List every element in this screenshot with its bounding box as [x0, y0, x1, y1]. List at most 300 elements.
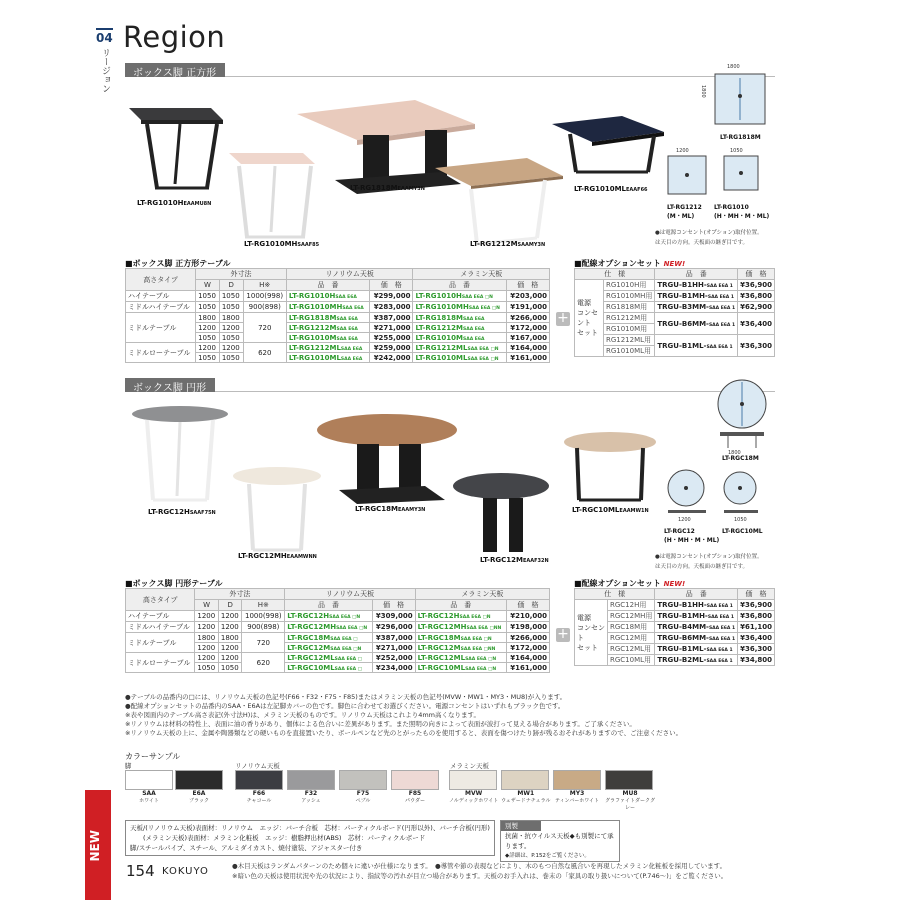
section-bar-round: ボックス脚 円形 [125, 378, 215, 392]
swatch-chip [235, 770, 283, 790]
color-swatches [125, 770, 655, 810]
option-code [655, 313, 738, 335]
option-code-suffix: SAA E6A 1 [706, 284, 733, 289]
table-row [126, 313, 550, 323]
product-code: LT-RG1212ML [415, 343, 468, 352]
diagram-label-rgc18: LT-RGC18M [722, 455, 759, 462]
option-price: ¥61,100 [738, 622, 775, 633]
diagram-label-1818: LT-RG1818M [720, 134, 761, 141]
swatch-name: ティンバーホワイト [554, 798, 600, 804]
color-swatch [175, 770, 223, 804]
cell-mprice: ¥266,000 [506, 633, 549, 643]
spec-line: 天板/(リノリウム天板)表面材：リノリウム エッジ：バーチ合板 芯材：パーティクルボード(円形以外)、バーチ合板(円形) [130, 824, 490, 832]
cell-mprice: ¥210,000 [506, 611, 549, 622]
photo-label-rg1818m: LT-RG1818MEAAMY3N [350, 184, 425, 192]
material-spec [125, 820, 495, 856]
notes-block [125, 692, 682, 737]
option-price: ¥36,400 [738, 313, 775, 335]
cell-D: 1050 [219, 291, 243, 302]
col-h-r: H※ [242, 600, 285, 611]
diagram-label-1212: LT-RG1212 (M・ML) [667, 204, 702, 220]
cell-mprice: ¥191,000 [506, 302, 549, 313]
diagram-rgc18m [708, 376, 778, 456]
table-photo-rgc12h [132, 406, 228, 500]
dim-1818-w: 1800 [727, 64, 740, 70]
cell-lprice: ¥234,000 [372, 663, 415, 673]
table-row [126, 633, 550, 643]
swatch-chip [175, 770, 223, 790]
photo-label-rg1010mh: LT-RG1010MHSAAF85 [244, 240, 320, 248]
product-code: LT-RGC12H [287, 612, 330, 620]
swatch-name: ペブル [355, 798, 371, 804]
option-code [655, 302, 738, 313]
swatch-chip [553, 770, 601, 790]
section-kana: リージョン [100, 48, 110, 93]
price-table-square [125, 268, 550, 363]
cell-lprice: ¥309,000 [372, 611, 415, 622]
swatch-code: F32 [304, 790, 318, 797]
cell-lprice: ¥242,000 [370, 353, 413, 363]
table-photo-rgc18m [317, 414, 457, 504]
option-spec: RG1010M用 [603, 324, 654, 335]
cell-mcode [413, 333, 506, 343]
special-order-line: ◆詳細は、P.152をご覧ください。 [505, 853, 590, 859]
swatch-code: F75 [356, 790, 370, 797]
opt-col-code: 品 番 [655, 269, 738, 280]
diagram-label-rgc10: LT-RGC10ML [722, 528, 763, 535]
photo-label-rgc12mh: LT-RGC12MHEAAMWNN [238, 552, 317, 560]
col-w: W [196, 280, 220, 291]
note-line: ※リノリウム天板の上に、金属や陶器類などの硬いものを直接置いたり、ボールペンなど先のとがったものを使用すると、表面を傷つけたり跡が残るおそれがありますので、ご注意ください。 [125, 729, 683, 737]
code-suffix: SAA E6A □N [465, 656, 497, 662]
dim-rgc10-w: 1050 [734, 517, 747, 523]
option-price: ¥36,800 [738, 291, 775, 302]
code-suffix: SAA E6A □N [460, 636, 492, 642]
cell-lcode [286, 291, 369, 302]
plus-icon: + [557, 310, 569, 326]
plus-icon-round: + [557, 626, 569, 642]
footer-note-1: ●木目天板はランダムパターンのため個々に違いが仕様になります。 ●導管や節の表現などにより、木のもつ自然な風合いを再現したメラミン化粧板を採用しています。 [232, 862, 727, 870]
option-code-main: TRGU-B3MM- [657, 303, 709, 311]
option-price: ¥36,300 [738, 644, 775, 655]
option-code-main: TRGU-B1MH- [657, 612, 708, 620]
option-spec: RGC18M用 [608, 622, 655, 633]
code-suffix: SAA E6A [340, 346, 363, 352]
cell-mcode [415, 622, 506, 633]
code-suffix: SAA E6A □NN [460, 646, 496, 652]
option-code [655, 335, 738, 357]
cell-W: 1050 [196, 302, 220, 313]
color-sample-title: カラーサンプル [125, 752, 181, 761]
option-code-suffix: SAA E6A 1 [707, 295, 734, 300]
code-suffix: SAA E6A □N [468, 306, 500, 311]
cell-mprice: ¥172,000 [506, 643, 549, 653]
diagram-note-r1: ●は電源コンセント(オプション)取付位置。 [655, 554, 763, 560]
code-suffix: SAA E6A [335, 295, 357, 300]
col-mprice: 価 格 [506, 280, 549, 291]
option-title-square: ■配線オプションセット NEW! [574, 259, 686, 268]
product-code: LT-RG1212M [415, 323, 463, 332]
col-type: 高さタイプ [126, 269, 196, 291]
cell-lprice: ¥387,000 [372, 633, 415, 643]
swatch-code: SAA [142, 790, 156, 797]
option-code-main: TRGU-B1MH- [657, 292, 708, 300]
option-code [655, 611, 738, 622]
cell-H: 720 [243, 313, 286, 343]
cell-D: 1800 [219, 313, 243, 323]
option-spec: RG1818M用 [603, 302, 654, 313]
cell-lcode [286, 313, 369, 323]
cell-W: 1200 [196, 343, 220, 353]
option-spec: RG1010H用 [603, 280, 654, 291]
cell-mprice: ¥266,000 [506, 313, 549, 323]
cell-type: ミドルローテーブル [126, 653, 195, 673]
option-code [655, 291, 738, 302]
col-mcode: 品 番 [413, 280, 506, 291]
code-suffix: SAA E6A □N [336, 626, 368, 631]
cell-mprice: ¥198,000 [506, 622, 549, 633]
option-code-main: TRGU-B1HH- [657, 601, 707, 609]
cell-type: ミドルハイテーブル [126, 622, 195, 633]
option-price: ¥36,400 [738, 633, 775, 644]
option-code-main: TRGU-B2ML- [657, 656, 707, 664]
code-suffix: SAA E6A [336, 336, 358, 342]
option-label: 電源 コンセント セット [575, 280, 604, 357]
option-row [575, 600, 775, 611]
cell-mcode [413, 302, 506, 313]
swatch-name: ノルディックホワイト [449, 798, 499, 804]
option-price: ¥34,800 [738, 655, 775, 666]
cell-mprice: ¥164,000 [506, 653, 549, 663]
cell-D: 1200 [219, 343, 243, 353]
cell-D: 1800 [218, 633, 242, 643]
option-code-suffix: SAA E6A 1 [707, 615, 734, 620]
price-table-round [125, 588, 550, 673]
option-code-suffix: SAA E6A 1 [708, 637, 736, 642]
swatch-name: ウェザードナチュラル [501, 798, 551, 804]
cell-lcode [285, 633, 372, 643]
diagram-note-1: ●は電源コンセント(オプション)取付位置。 [655, 230, 763, 236]
col-lino: リノリウム天板 [286, 269, 413, 280]
cell-mprice: ¥203,000 [506, 291, 549, 302]
product-code: LT-RG1010MH [415, 303, 469, 311]
col-size-r: 外寸法 [195, 589, 285, 600]
cell-D: 1050 [219, 302, 243, 313]
option-row [575, 280, 775, 291]
option-code-suffix: SAA E6A 1 [708, 322, 736, 328]
opt-col-price-r: 価 格 [738, 589, 775, 600]
cell-mcode [415, 633, 506, 643]
page-number: 154 [126, 862, 155, 880]
cell-H: 900(898) [243, 302, 286, 313]
opt-col-spec: 仕 様 [575, 269, 655, 280]
diagram-label-rgc12: LT-RGC12 (H・MH・M・ML) [664, 528, 720, 544]
cell-type: ハイテーブル [126, 291, 196, 302]
col-w-r: W [195, 600, 219, 611]
product-code: LT-RG1010MH [288, 303, 343, 311]
option-spec: RGC12M用 [608, 633, 655, 644]
option-price: ¥36,300 [738, 335, 775, 357]
option-code-main: TRGU-B6MM- [657, 319, 709, 328]
option-code [655, 622, 738, 633]
table-row [126, 622, 550, 633]
cell-lcode [285, 622, 372, 633]
table-photo-rg1818m [297, 100, 475, 194]
cell-W: 1050 [195, 663, 219, 673]
opt-col-spec-r: 仕 様 [575, 589, 655, 600]
cell-H: 900(898) [242, 622, 285, 633]
color-swatch [449, 770, 498, 804]
photo-label-rgc18m: LT-RGC18MEAAMY3N [355, 505, 426, 513]
swatch-chip [125, 770, 173, 790]
cell-W: 1050 [196, 333, 220, 343]
col-d-r: D [218, 600, 242, 611]
option-price: ¥36,900 [738, 600, 775, 611]
section-bar-square: ボックス脚 正方形 [125, 63, 225, 77]
table-row [126, 302, 550, 313]
option-spec: RG1010ML用 [603, 346, 654, 357]
product-code: LT-RG1010ML [415, 353, 468, 362]
option-table-round [574, 588, 775, 666]
cell-H: 720 [242, 633, 285, 653]
cell-D: 1050 [218, 663, 242, 673]
col-h: H※ [243, 280, 286, 291]
cell-lprice: ¥255,000 [370, 333, 413, 343]
cell-H: 620 [243, 343, 286, 363]
option-code-main: TRGU-B4MM- [657, 623, 709, 631]
cell-lprice: ¥271,000 [372, 643, 415, 653]
cell-type: ハイテーブル [126, 611, 195, 622]
diagram-note-r2: は天目の方向。天板面の継ぎ目です。 [655, 564, 749, 570]
table-title-square: ■ボックス脚 正方形テーブル [125, 259, 231, 268]
col-mela: メラミン天板 [413, 269, 550, 280]
table-row [126, 291, 550, 302]
page-title: Region [123, 20, 226, 54]
product-code: LT-RGC10ML [417, 663, 466, 672]
code-suffix: SAA E6A □ [330, 636, 358, 642]
cell-D: 1200 [218, 653, 242, 663]
cell-mprice: ¥161,000 [506, 353, 549, 363]
cell-mcode [415, 663, 506, 673]
cell-W: 1050 [196, 291, 220, 302]
swatch-chip [449, 770, 497, 790]
product-code: LT-RGC10ML [287, 663, 335, 672]
photo-label-rg1010ml: LT-RG1010MLEAAF66 [574, 185, 648, 193]
code-suffix: SAA E6A □N [467, 346, 499, 352]
cell-mcode [413, 291, 506, 302]
code-suffix: SAA E6A [463, 336, 485, 342]
cell-lprice: ¥271,000 [370, 323, 413, 333]
round-table-photos [125, 400, 575, 570]
swatch-code: E6A [192, 790, 206, 797]
color-mela-label: メラミン天板 [450, 762, 489, 770]
cell-W: 1200 [195, 643, 219, 653]
opt-col-price: 価 格 [738, 269, 775, 280]
diagram-rg1212-rg1010 [660, 150, 780, 210]
product-code: LT-RGC12M [417, 643, 461, 652]
option-price: ¥36,800 [738, 611, 775, 622]
option-code-main: TRGU-B6MM- [657, 634, 709, 642]
cell-D: 1200 [218, 643, 242, 653]
cell-mprice: ¥161,000 [506, 663, 549, 673]
option-code [655, 655, 738, 666]
swatch-code: F66 [252, 790, 266, 797]
swatch-name: ブラック [189, 798, 209, 804]
option-spec: RGC12ML用 [608, 644, 655, 655]
cell-lcode [286, 302, 369, 313]
table-photo-rg1010ml [550, 110, 670, 190]
product-code: LT-RG1010M [288, 333, 337, 342]
option-spec: RGC10ML用 [608, 655, 655, 666]
option-code-suffix: SAA E6A 1 [708, 306, 736, 311]
color-leg-label: 脚 [125, 762, 132, 770]
color-swatch [235, 770, 283, 804]
option-code-main: TRGU-B1ML- [657, 341, 707, 350]
special-order-line: 抗菌・抗ウイルス天板◆も別製にて承ります。 [505, 832, 614, 850]
swatch-code: F85 [408, 790, 422, 797]
code-suffix: SAA E6A □ [334, 656, 362, 662]
cell-mcode [413, 323, 506, 333]
cell-lcode [285, 643, 372, 653]
option-row [575, 291, 775, 302]
product-code: LT-RG1212M [288, 323, 337, 332]
col-mcode-r: 品 番 [415, 600, 506, 611]
dim-1010-w: 1050 [730, 148, 743, 154]
option-spec: RGC12MH用 [608, 611, 655, 622]
special-order-title: 別製 [501, 821, 541, 831]
cell-D: 1050 [219, 333, 243, 343]
photo-label-rgc12m: LT-RGC12MEAAF32N [480, 556, 549, 564]
footer-note-2: ※暗い色の天板は使用状況や光の状況により、指紋等の汚れが目立つ場合があります。天板のお手入れは、巻末の「家具の取り扱いについて(P.746～)」をご覧ください。 [232, 872, 728, 880]
cell-type: ミドルテーブル [126, 633, 195, 653]
product-code: LT-RG1818M [415, 313, 463, 322]
section-number: 04 [96, 28, 113, 45]
swatch-chip [339, 770, 387, 790]
code-suffix: SAA E6A □N [461, 295, 493, 300]
square-table-photos [125, 80, 575, 255]
col-type-r: 高さタイプ [126, 589, 195, 611]
cell-mprice: ¥167,000 [506, 333, 549, 343]
cell-D: 1200 [218, 611, 242, 622]
option-code-suffix: SAA E6A 1 [706, 604, 733, 609]
option-code [655, 633, 738, 644]
swatch-chip [391, 770, 439, 790]
swatch-name: チャコール [246, 798, 272, 804]
swatch-chip [605, 770, 653, 790]
cell-H: 1000(998) [243, 291, 286, 302]
col-lcode-r: 品 番 [285, 600, 372, 611]
option-code-suffix: SAA E6A 1 [706, 648, 733, 653]
cell-mprice: ¥172,000 [506, 323, 549, 333]
cell-W: 1200 [195, 653, 219, 663]
cell-lcode [286, 323, 369, 333]
swatch-chip [501, 770, 549, 790]
option-code-suffix: SAA E6A 1 [706, 659, 733, 664]
option-spec: RG1212M用 [603, 313, 654, 324]
option-row [575, 313, 775, 324]
swatch-name: ホワイト [139, 798, 159, 804]
photo-label-rgc10ml: LT-RGC10MLEAAMW1N [572, 506, 649, 514]
cell-mcode [415, 653, 506, 663]
code-suffix: SAA E6A □N [467, 356, 499, 362]
code-suffix: SAA E6A [336, 326, 358, 332]
photo-label-rg1010h: LT-RG1010HEAAMU8N [137, 199, 212, 207]
swatch-name: パウダー [405, 798, 425, 804]
cell-W: 1200 [195, 622, 219, 633]
option-code [655, 600, 738, 611]
cell-lprice: ¥259,000 [370, 343, 413, 353]
cell-lcode [286, 333, 369, 343]
product-code: LT-RGC12H [417, 612, 460, 620]
special-order-box [500, 820, 620, 862]
product-code: LT-RG1010M [415, 333, 463, 342]
cell-W: 1050 [196, 353, 220, 363]
diagram-label-1010: LT-RG1010 (H・MH・M・ML) [714, 204, 770, 220]
col-d: D [219, 280, 243, 291]
table-photo-rg1212m [435, 158, 563, 244]
diagram-rg1818m [705, 66, 775, 136]
cell-lcode [286, 343, 369, 353]
cell-lcode [285, 663, 372, 673]
option-code-suffix: SAA E6A 1 [706, 344, 733, 350]
option-code [655, 280, 738, 291]
option-code [655, 644, 738, 655]
color-swatch [125, 770, 173, 804]
product-code: LT-RGC12ML [287, 653, 335, 662]
cell-lcode [285, 653, 372, 663]
option-spec: RG1212ML用 [603, 335, 654, 346]
cell-lprice: ¥296,000 [372, 622, 415, 633]
product-code: LT-RGC12ML [417, 653, 466, 662]
cell-lprice: ¥387,000 [370, 313, 413, 323]
swatch-code: MVW [465, 790, 483, 797]
swatch-name: アッシュ [301, 798, 321, 804]
col-size: 外寸法 [196, 269, 287, 280]
dim-1212-w: 1200 [676, 148, 689, 154]
option-row [575, 335, 775, 346]
cell-lprice: ¥299,000 [370, 291, 413, 302]
cell-lprice: ¥252,000 [372, 653, 415, 663]
cell-mprice: ¥164,000 [506, 343, 549, 353]
cell-lprice: ¥283,000 [370, 302, 413, 313]
note-line: ●配線オプションセットの品番内のSAA・E6Aは左記脚カバーの色です。脚色に合わせてお選びください。電源コンセントはいずれもブラック色です。 [125, 702, 565, 710]
product-code: LT-RG1010H [415, 292, 462, 300]
cell-W: 1800 [196, 313, 220, 323]
swatch-code: MY3 [569, 790, 585, 797]
cell-D: 1050 [219, 353, 243, 363]
diagram-note-2: は天目の方向。天板面の継ぎ目です。 [655, 240, 749, 246]
dim-1818-h: 1800 [700, 85, 706, 98]
note-line: ※表や図面内のテーブル高さ表記(外寸法H)は、メラミン天板のものです。リノリウム天板はこれより4mm高くなります。 [125, 711, 480, 719]
option-table-square [574, 268, 775, 357]
cell-lcode [285, 611, 372, 622]
option-code-main: TRGU-B1ML- [657, 645, 707, 653]
code-suffix: SAA E6A [463, 316, 485, 322]
code-suffix: SAA E6A □N [465, 666, 497, 672]
cell-type: ミドルローテーブル [126, 343, 196, 363]
color-lino-label: リノリウム天板 [235, 762, 280, 770]
col-mela-r: メラミン天板 [415, 589, 549, 600]
product-code: LT-RG1818M [288, 313, 337, 322]
code-suffix: SAA E6A □N [329, 615, 361, 620]
dim-rgc12-w: 1200 [678, 517, 691, 523]
col-lprice: 価 格 [370, 280, 413, 291]
col-mprice-r: 価 格 [506, 600, 549, 611]
cell-W: 1200 [196, 323, 220, 333]
color-swatch [553, 770, 601, 804]
option-price: ¥62,900 [738, 302, 775, 313]
product-code: LT-RGC18M [287, 633, 331, 642]
